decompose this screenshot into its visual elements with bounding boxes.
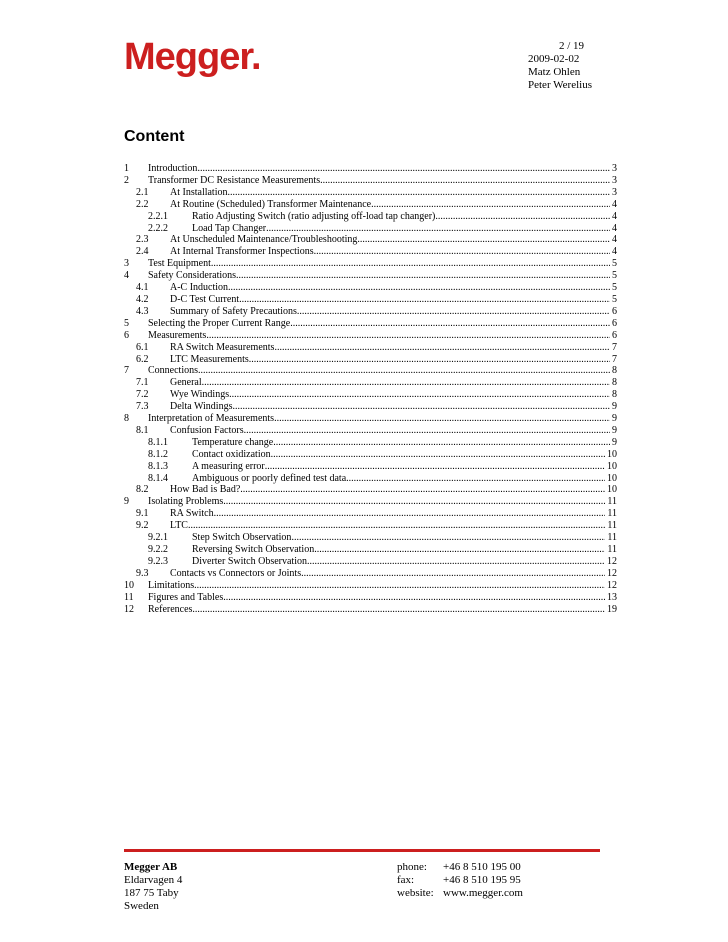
toc-entry-title: At Unscheduled Maintenance/Troubleshooting (170, 234, 358, 246)
toc-entry-number: 9.2.2 (148, 544, 168, 555)
toc-leader-dots (274, 413, 610, 425)
toc-entry-number: 8.1 (136, 424, 149, 436)
toc-leader-dots (214, 508, 606, 520)
page-number: 2 / 19 (559, 40, 585, 52)
toc-leader-dots (223, 496, 605, 508)
toc-entry[interactable] (124, 211, 617, 223)
toc-leader-dots (228, 282, 610, 294)
toc-entry[interactable] (124, 484, 617, 496)
toc-leader-dots (244, 425, 610, 437)
toc-entry-page: 6 (612, 329, 617, 341)
toc-entry-number: 8.1.2 (148, 448, 168, 460)
toc-entry-number: 2.2.2 (148, 222, 168, 234)
fax-label: fax: (397, 874, 415, 886)
toc-entry-number: 8.2 (136, 484, 149, 496)
toc-leader-dots (307, 556, 605, 568)
toc-entry-title: Confusion Factors (170, 424, 244, 436)
toc-entry-number: 2 (124, 174, 129, 186)
toc-entry-number: 5 (124, 317, 129, 329)
toc-leader-dots (197, 163, 610, 175)
toc-entry-title: Summary of Safety Precautions (170, 305, 297, 317)
toc-leader-dots (274, 342, 610, 354)
toc-entry-title: Contact oxidization (192, 448, 271, 460)
toc-entry[interactable] (124, 508, 617, 520)
toc-leader-dots (291, 532, 605, 544)
toc-entry-number: 8.1.1 (148, 436, 168, 448)
toc-entry-title: LTC Measurements (170, 353, 249, 365)
toc-entry[interactable] (124, 568, 617, 580)
author-2: Peter Werelius (528, 79, 592, 91)
toc-leader-dots (273, 437, 610, 449)
toc-entry-page: 11 (607, 520, 617, 532)
toc-entry[interactable] (124, 234, 617, 246)
toc-entry[interactable] (124, 604, 617, 616)
toc-entry[interactable] (124, 199, 617, 211)
toc-entry[interactable] (124, 223, 617, 235)
toc-entry-title: Load Tap Changer (192, 222, 267, 234)
toc-leader-dots (301, 568, 605, 580)
toc-leader-dots (249, 354, 610, 366)
footer-divider (124, 849, 600, 852)
toc-entry[interactable] (124, 377, 617, 389)
toc-entry-page: 11 (607, 544, 617, 555)
toc-entry-title: Figures and Tables (148, 591, 224, 603)
toc-entry-title: Isolating Problems (148, 496, 224, 508)
toc-entry-number: 2.1 (136, 186, 149, 198)
toc-entry-title: Selecting the Proper Current Range (148, 317, 291, 329)
phone-label: phone: (397, 861, 427, 873)
website-link[interactable]: www.megger.com (443, 887, 523, 899)
toc-entry-page: 4 (612, 210, 617, 222)
toc-entry-title: Ratio Adjusting Switch (ratio adjusting off-load tap changer) (192, 210, 436, 222)
city: 187 75 Taby (124, 887, 179, 899)
toc-leader-dots (435, 211, 610, 223)
toc-entry-page: 5 (612, 293, 617, 305)
toc-entry-number: 9.1 (136, 508, 149, 520)
toc-entry-page: 11 (607, 496, 617, 508)
toc-entry-title: At Internal Transformer Inspections (170, 246, 314, 258)
toc-entry[interactable] (124, 473, 617, 485)
toc-entry-title: Limitations (148, 579, 195, 591)
toc-entry-page: 9 (612, 424, 617, 436)
toc-entry-number: 7.1 (136, 377, 149, 389)
megger-logo: Megger. (124, 36, 261, 78)
toc-entry-page: 7 (612, 341, 617, 353)
toc-entry[interactable] (124, 413, 617, 425)
street: Eldarvagen 4 (124, 874, 183, 886)
toc-entry-title: RA Switch (170, 508, 214, 520)
toc-leader-dots (265, 461, 605, 473)
toc-leader-dots (202, 377, 610, 389)
toc-entry[interactable] (124, 461, 617, 473)
toc-entry-page: 10 (607, 484, 617, 496)
toc-entry-page: 12 (607, 555, 617, 567)
toc-entry[interactable] (124, 258, 617, 270)
toc-leader-dots (194, 580, 605, 592)
toc-entry-page: 4 (612, 246, 617, 258)
toc-entry-page: 7 (612, 353, 617, 365)
toc-entry-number: 8 (124, 413, 129, 425)
content-heading: Content (124, 128, 185, 145)
toc-entry[interactable] (124, 437, 617, 449)
toc-entry-title: Interpretation of Measurements (148, 413, 275, 425)
company-name: Megger AB (124, 861, 178, 873)
toc-leader-dots (271, 449, 605, 461)
toc-entry-page: 8 (612, 377, 617, 389)
toc-leader-dots (320, 175, 610, 187)
document-date: 2009-02-02 (528, 53, 580, 65)
table-of-contents (124, 163, 617, 615)
toc-entry-title: Wye Windings (170, 389, 230, 401)
toc-entry-page: 3 (612, 186, 617, 198)
toc-entry[interactable] (124, 365, 617, 377)
toc-entry-number: 7 (124, 365, 129, 377)
toc-entry-title: Measurements (148, 329, 207, 341)
toc-entry-page: 5 (612, 258, 617, 270)
toc-entry[interactable] (124, 544, 617, 556)
toc-entry[interactable] (124, 592, 617, 604)
toc-leader-dots (188, 520, 605, 532)
toc-entry-title: A-C Induction (170, 282, 229, 294)
toc-entry-number: 4.1 (136, 282, 149, 294)
toc-entry[interactable] (124, 580, 617, 592)
toc-entry[interactable] (124, 163, 617, 175)
toc-entry-number: 9 (124, 496, 129, 508)
toc-entry-title: Ambiguous or poorly defined test data (192, 472, 347, 484)
toc-leader-dots (223, 592, 605, 604)
toc-entry-number: 9.2 (136, 520, 149, 532)
toc-entry-title: Connections (148, 365, 198, 377)
toc-entry-title: Temperature change (192, 436, 274, 448)
toc-entry[interactable] (124, 389, 617, 401)
toc-entry[interactable] (124, 532, 617, 544)
toc-entry-number: 6 (124, 329, 129, 341)
toc-leader-dots (229, 389, 610, 401)
toc-entry-number: 4 (124, 270, 129, 282)
author-1: Matz Ohlen (528, 66, 581, 78)
toc-leader-dots (211, 258, 610, 270)
toc-entry-page: 13 (607, 591, 617, 603)
toc-entry-page: 6 (612, 317, 617, 329)
toc-entry-page: 4 (612, 198, 617, 210)
toc-entry-title: Reversing Switch Observation (192, 544, 315, 555)
toc-entry[interactable] (124, 246, 617, 258)
toc-leader-dots (192, 604, 605, 616)
toc-entry-number: 9.3 (136, 567, 149, 579)
toc-entry-page: 4 (612, 234, 617, 246)
toc-entry[interactable] (124, 175, 617, 187)
toc-entry-number: 1 (124, 163, 129, 174)
toc-entry-title: Transformer DC Resistance Measurements (148, 174, 321, 186)
toc-entry-title: D-C Test Current (170, 293, 240, 305)
toc-entry-page: 6 (612, 305, 617, 317)
toc-entry-title: References (148, 603, 193, 615)
toc-entry-page: 5 (612, 282, 617, 294)
toc-entry-page: 10 (607, 448, 617, 460)
toc-entry-page: 8 (612, 389, 617, 401)
toc-entry-title: At Routine (Scheduled) Transformer Maintenance (170, 198, 372, 210)
document-meta (528, 40, 592, 92)
toc-entry-title: Safety Considerations (148, 270, 237, 282)
toc-entry[interactable] (124, 401, 617, 413)
toc-entry[interactable] (124, 306, 617, 318)
toc-entry-page: 10 (607, 460, 617, 472)
toc-entry-number: 2.4 (136, 246, 149, 258)
toc-entry-page: 4 (612, 222, 617, 234)
footer-contact (397, 861, 523, 900)
toc-entry-page: 19 (607, 603, 617, 615)
toc-entry-number: 8.1.4 (148, 472, 168, 484)
toc-leader-dots (314, 246, 610, 258)
toc-entry[interactable] (124, 294, 617, 306)
toc-entry-number: 9.2.1 (148, 532, 168, 544)
toc-entry-title: How Bad is Bad? (170, 484, 241, 496)
toc-entry-title: A measuring error (192, 460, 265, 472)
toc-entry-title: Diverter Switch Observation (192, 555, 307, 567)
toc-leader-dots (290, 318, 610, 330)
toc-entry-number: 4.3 (136, 305, 149, 317)
toc-leader-dots (314, 544, 605, 556)
toc-entry[interactable] (124, 342, 617, 354)
toc-entry-page: 12 (607, 567, 617, 579)
toc-entry-page: 12 (607, 579, 617, 591)
toc-leader-dots (357, 234, 610, 246)
toc-entry-page: 9 (612, 436, 617, 448)
toc-entry-page: 3 (612, 174, 617, 186)
toc-entry-title: RA Switch Measurements (170, 341, 275, 353)
toc-entry-title: At Installation (170, 186, 228, 198)
toc-entry-number: 7.3 (136, 401, 149, 413)
phone: +46 8 510 195 00 (443, 861, 521, 873)
toc-entry[interactable] (124, 520, 617, 532)
toc-entry[interactable] (124, 449, 617, 461)
toc-entry-page: 10 (607, 472, 617, 484)
toc-entry-title: LTC (170, 520, 188, 532)
toc-leader-dots (228, 187, 611, 199)
toc-entry-number: 8.1.3 (148, 460, 168, 472)
toc-entry-page: 9 (612, 401, 617, 413)
toc-entry-number: 4.2 (136, 293, 149, 305)
toc-leader-dots (297, 306, 610, 318)
toc-entry-title: Contacts vs Connectors or Joints (170, 567, 302, 579)
toc-entry-page: 5 (612, 270, 617, 282)
toc-entry-number: 9.2.3 (148, 555, 168, 567)
toc-leader-dots (232, 401, 610, 413)
toc-entry[interactable] (124, 496, 617, 508)
website-label: website: (397, 887, 434, 899)
toc-entry[interactable] (124, 187, 617, 199)
toc-entry[interactable] (124, 282, 617, 294)
toc-entry-number: 7.2 (136, 389, 149, 401)
footer-address (124, 861, 182, 913)
toc-entry-number: 3 (124, 258, 129, 270)
toc-entry[interactable] (124, 330, 617, 342)
toc-entry[interactable] (124, 270, 617, 282)
country: Sweden (124, 900, 159, 912)
toc-entry-page: 11 (607, 532, 617, 544)
toc-entry-title: Test Equipment (148, 258, 211, 270)
toc-entry-page: 11 (607, 508, 617, 520)
toc-entry-title: General (170, 377, 202, 389)
toc-entry[interactable] (124, 425, 617, 437)
toc-leader-dots (236, 270, 610, 282)
toc-entry-page: 9 (612, 413, 617, 425)
toc-leader-dots (240, 484, 605, 496)
toc-entry-title: Delta Windings (170, 401, 233, 413)
toc-entry-title: Introduction (148, 163, 198, 174)
toc-entry-number: 6.2 (136, 353, 149, 365)
toc-entry-title: Step Switch Observation (192, 532, 292, 544)
toc-leader-dots (239, 294, 610, 306)
toc-leader-dots (198, 365, 610, 377)
toc-entry-number: 2.2 (136, 198, 149, 210)
toc-leader-dots (206, 330, 610, 342)
toc-entry-number: 10 (124, 579, 134, 591)
fax: +46 8 510 195 95 (443, 874, 521, 886)
toc-entry-number: 2.3 (136, 234, 149, 246)
toc-entry-number: 6.1 (136, 341, 149, 353)
toc-leader-dots (266, 223, 610, 235)
toc-entry-number: 12 (124, 603, 134, 615)
toc-leader-dots (371, 199, 610, 211)
toc-leader-dots (346, 473, 605, 485)
toc-entry[interactable] (124, 556, 617, 568)
toc-entry-number: 11 (124, 591, 134, 603)
toc-entry-page: 8 (612, 365, 617, 377)
toc-entry-page: 3 (612, 163, 617, 174)
toc-entry[interactable] (124, 318, 617, 330)
toc-entry[interactable] (124, 354, 617, 366)
toc-entry-number: 2.2.1 (148, 210, 168, 222)
